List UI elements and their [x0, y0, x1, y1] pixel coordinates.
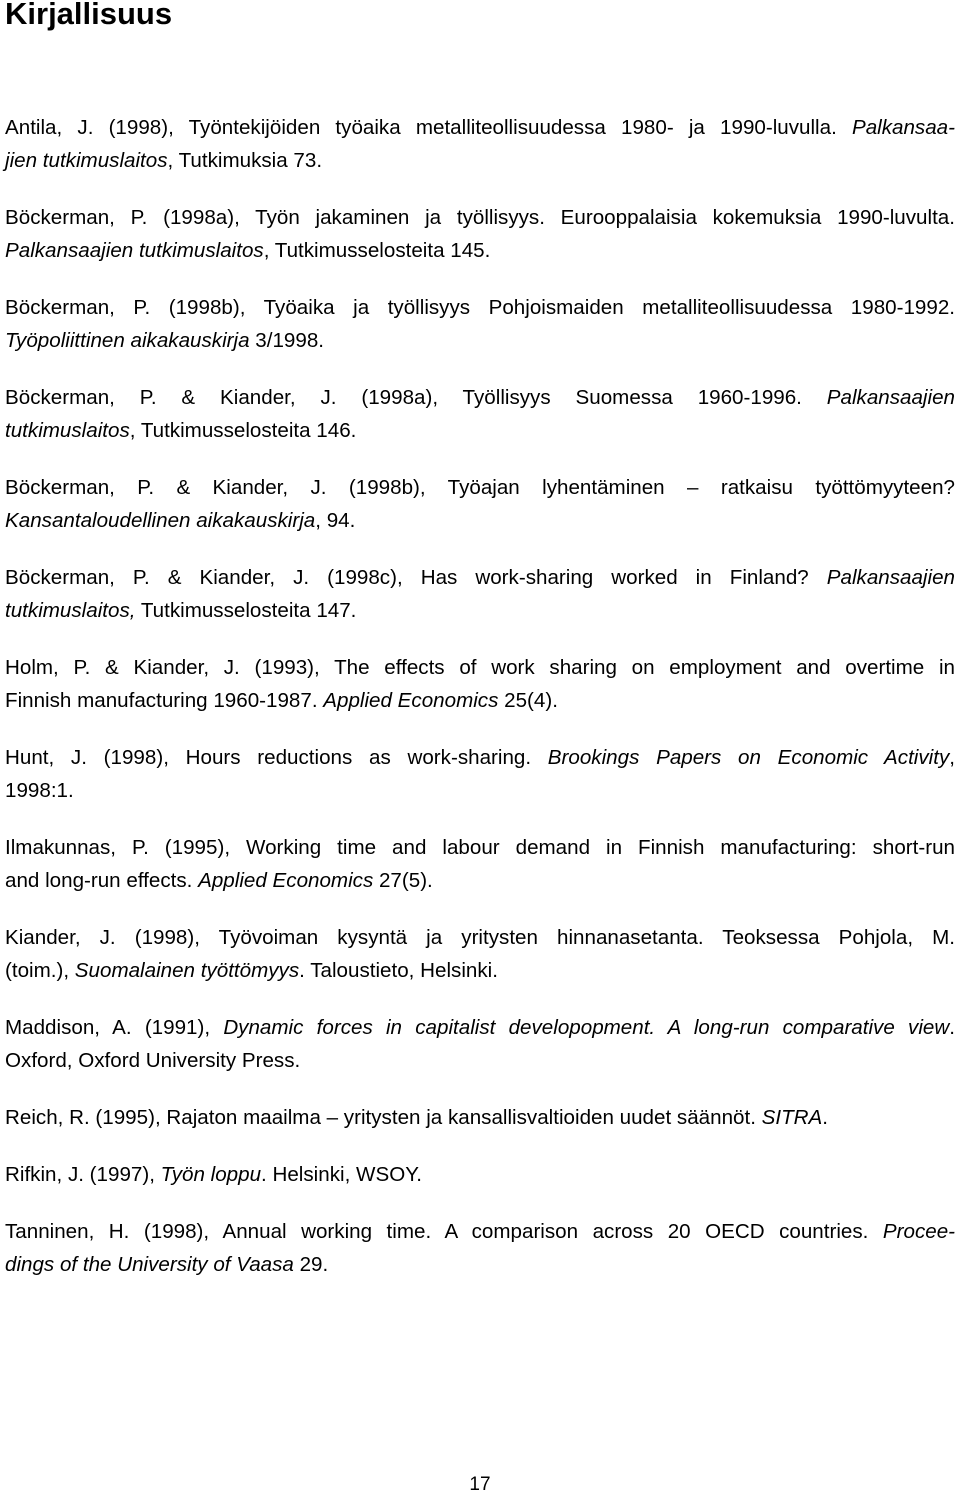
- reference-entry: [5, 921, 955, 987]
- reference-text: .: [949, 1016, 955, 1039]
- reference-entry: [5, 561, 955, 627]
- page-heading: Kirjallisuus: [5, 0, 173, 31]
- reference-text: . Helsinki, WSOY.: [261, 1163, 423, 1186]
- reference-line: [5, 1215, 955, 1248]
- reference-italic-text: Palkansaa-: [851, 116, 955, 139]
- reference-entry: [5, 831, 955, 897]
- reference-italic-text: Palkansaajien: [826, 386, 955, 409]
- reference-italic-text: jien tutkimuslaitos: [5, 149, 168, 172]
- reference-text: Böckerman, P. & Kiander, J. (1998a), Työllisyys Suomessa 1960-1996.: [5, 386, 827, 409]
- reference-entry: [5, 1011, 955, 1077]
- reference-line: [5, 1101, 955, 1134]
- reference-entry: [5, 651, 955, 717]
- reference-italic-text: Suomalainen työttömyys: [74, 959, 300, 982]
- reference-entry: [5, 741, 955, 807]
- reference-text: Hunt, J. (1998), Hours reductions as work-sharing.: [5, 746, 548, 769]
- reference-text: , Tutkimusselosteita 146.: [129, 419, 357, 442]
- reference-text: 27(5).: [373, 869, 433, 892]
- reference-text: Holm, P. & Kiander, J. (1993), The effects of work sharing on employment and overtime in: [5, 656, 955, 679]
- reference-line: [5, 1158, 955, 1191]
- reference-line: [5, 954, 955, 987]
- reference-italic-text: Applied Economics: [323, 689, 499, 712]
- reference-text: Böckerman, P. (1998a), Työn jakaminen ja työllisyys. Eurooppalaisia kokemuksia 1990-luvulta.: [5, 206, 955, 229]
- reference-italic-text: SITRA: [761, 1106, 823, 1129]
- reference-italic-text: dings of the University of Vaasa: [5, 1253, 294, 1276]
- reference-line: [5, 1248, 955, 1281]
- reference-line: [5, 741, 955, 774]
- reference-line: [5, 831, 955, 864]
- reference-text: Rifkin, J. (1997),: [5, 1163, 161, 1186]
- reference-line: [5, 1011, 955, 1044]
- reference-entry: [5, 1101, 955, 1134]
- reference-text: Reich, R. (1995), Rajaton maailma – yritysten ja kansallisvaltioiden uudet säännöt.: [5, 1106, 762, 1129]
- reference-italic-text: Työpoliittinen aikakauskirja: [5, 329, 250, 352]
- reference-text: Böckerman, P. (1998b), Työaika ja työllisyys Pohjoismaiden metalliteollisuudessa 1980-1992.: [5, 296, 955, 319]
- reference-text: Antila, J. (1998), Työntekijöiden työaika metalliteollisuudessa 1980- ja 1990-luvulla.: [5, 116, 852, 139]
- reference-italic-text: Dynamic forces in capitalist developopment. A long-run comparative view: [223, 1016, 950, 1039]
- reference-text: Oxford, Oxford University Press.: [5, 1049, 301, 1072]
- reference-text: Tanninen, H. (1998), Annual working time. A comparison across 20 OECD countries.: [5, 1220, 883, 1243]
- reference-text: Böckerman, P. & Kiander, J. (1998c), Has work-sharing worked in Finland?: [5, 566, 827, 589]
- reference-text: Böckerman, P. & Kiander, J. (1998b), Työajan lyhentäminen – ratkaisu työttömyyteen?: [5, 476, 955, 499]
- reference-line: [5, 471, 955, 504]
- reference-text: Maddison, A. (1991),: [5, 1016, 224, 1039]
- reference-line: [5, 291, 955, 324]
- reference-text: Kiander, J. (1998), Työvoiman kysyntä ja yritysten hinnanasetanta. Teoksessa Pohjola, M.: [5, 926, 955, 949]
- reference-italic-text: Palkansaajien tutkimuslaitos: [5, 239, 264, 262]
- reference-text: ,: [949, 746, 955, 769]
- reference-entry: [5, 291, 955, 357]
- reference-italic-text: Brookings Papers on Economic Activity: [547, 746, 950, 769]
- reference-text: Tutkimusselosteita 147.: [135, 599, 357, 622]
- reference-text: 29.: [293, 1253, 329, 1276]
- reference-italic-text: Procee-: [882, 1220, 955, 1243]
- reference-line: [5, 414, 955, 447]
- reference-text: 25(4).: [498, 689, 558, 712]
- reference-text: , Tutkimuksia 73.: [167, 149, 323, 172]
- page-number: 17: [469, 1474, 491, 1495]
- reference-italic-text: Kansantaloudellinen aikakauskirja: [5, 509, 316, 532]
- reference-text: 1998:1.: [5, 779, 74, 802]
- reference-italic-text: Applied Economics: [198, 869, 374, 892]
- reference-line: [5, 651, 955, 684]
- reference-line: [5, 561, 955, 594]
- reference-entry: [5, 111, 955, 177]
- reference-entry: [5, 201, 955, 267]
- reference-text: , 94.: [315, 509, 356, 532]
- reference-line: [5, 774, 955, 807]
- reference-line: [5, 1044, 955, 1077]
- reference-entry: [5, 381, 955, 447]
- reference-list: [5, 111, 955, 1281]
- reference-text: (toim.),: [5, 959, 75, 982]
- reference-text: and long-run effects.: [5, 869, 199, 892]
- reference-text: Finnish manufacturing 1960-1987.: [5, 689, 324, 712]
- reference-line: [5, 504, 955, 537]
- reference-line: [5, 381, 955, 414]
- reference-line: [5, 144, 955, 177]
- reference-text: 3/1998.: [249, 329, 325, 352]
- reference-entry: [5, 1215, 955, 1281]
- reference-italic-text: tutkimuslaitos: [5, 419, 130, 442]
- reference-line: [5, 864, 955, 897]
- reference-line: [5, 684, 955, 717]
- reference-text: .: [822, 1106, 829, 1129]
- reference-line: [5, 594, 955, 627]
- reference-italic-text: Työn loppu: [160, 1163, 262, 1186]
- reference-italic-text: tutkimuslaitos,: [5, 599, 136, 622]
- reference-line: [5, 921, 955, 954]
- reference-line: [5, 201, 955, 234]
- reference-line: [5, 234, 955, 267]
- reference-line: [5, 324, 955, 357]
- reference-text: , Tutkimusselosteita 145.: [263, 239, 491, 262]
- reference-text: . Taloustieto, Helsinki.: [299, 959, 498, 982]
- reference-entry: [5, 471, 955, 537]
- reference-entry: [5, 1158, 955, 1191]
- reference-italic-text: Palkansaajien: [826, 566, 955, 589]
- reference-text: Ilmakunnas, P. (1995), Working time and labour demand in Finnish manufacturing: short-run: [5, 836, 955, 859]
- reference-line: [5, 111, 955, 144]
